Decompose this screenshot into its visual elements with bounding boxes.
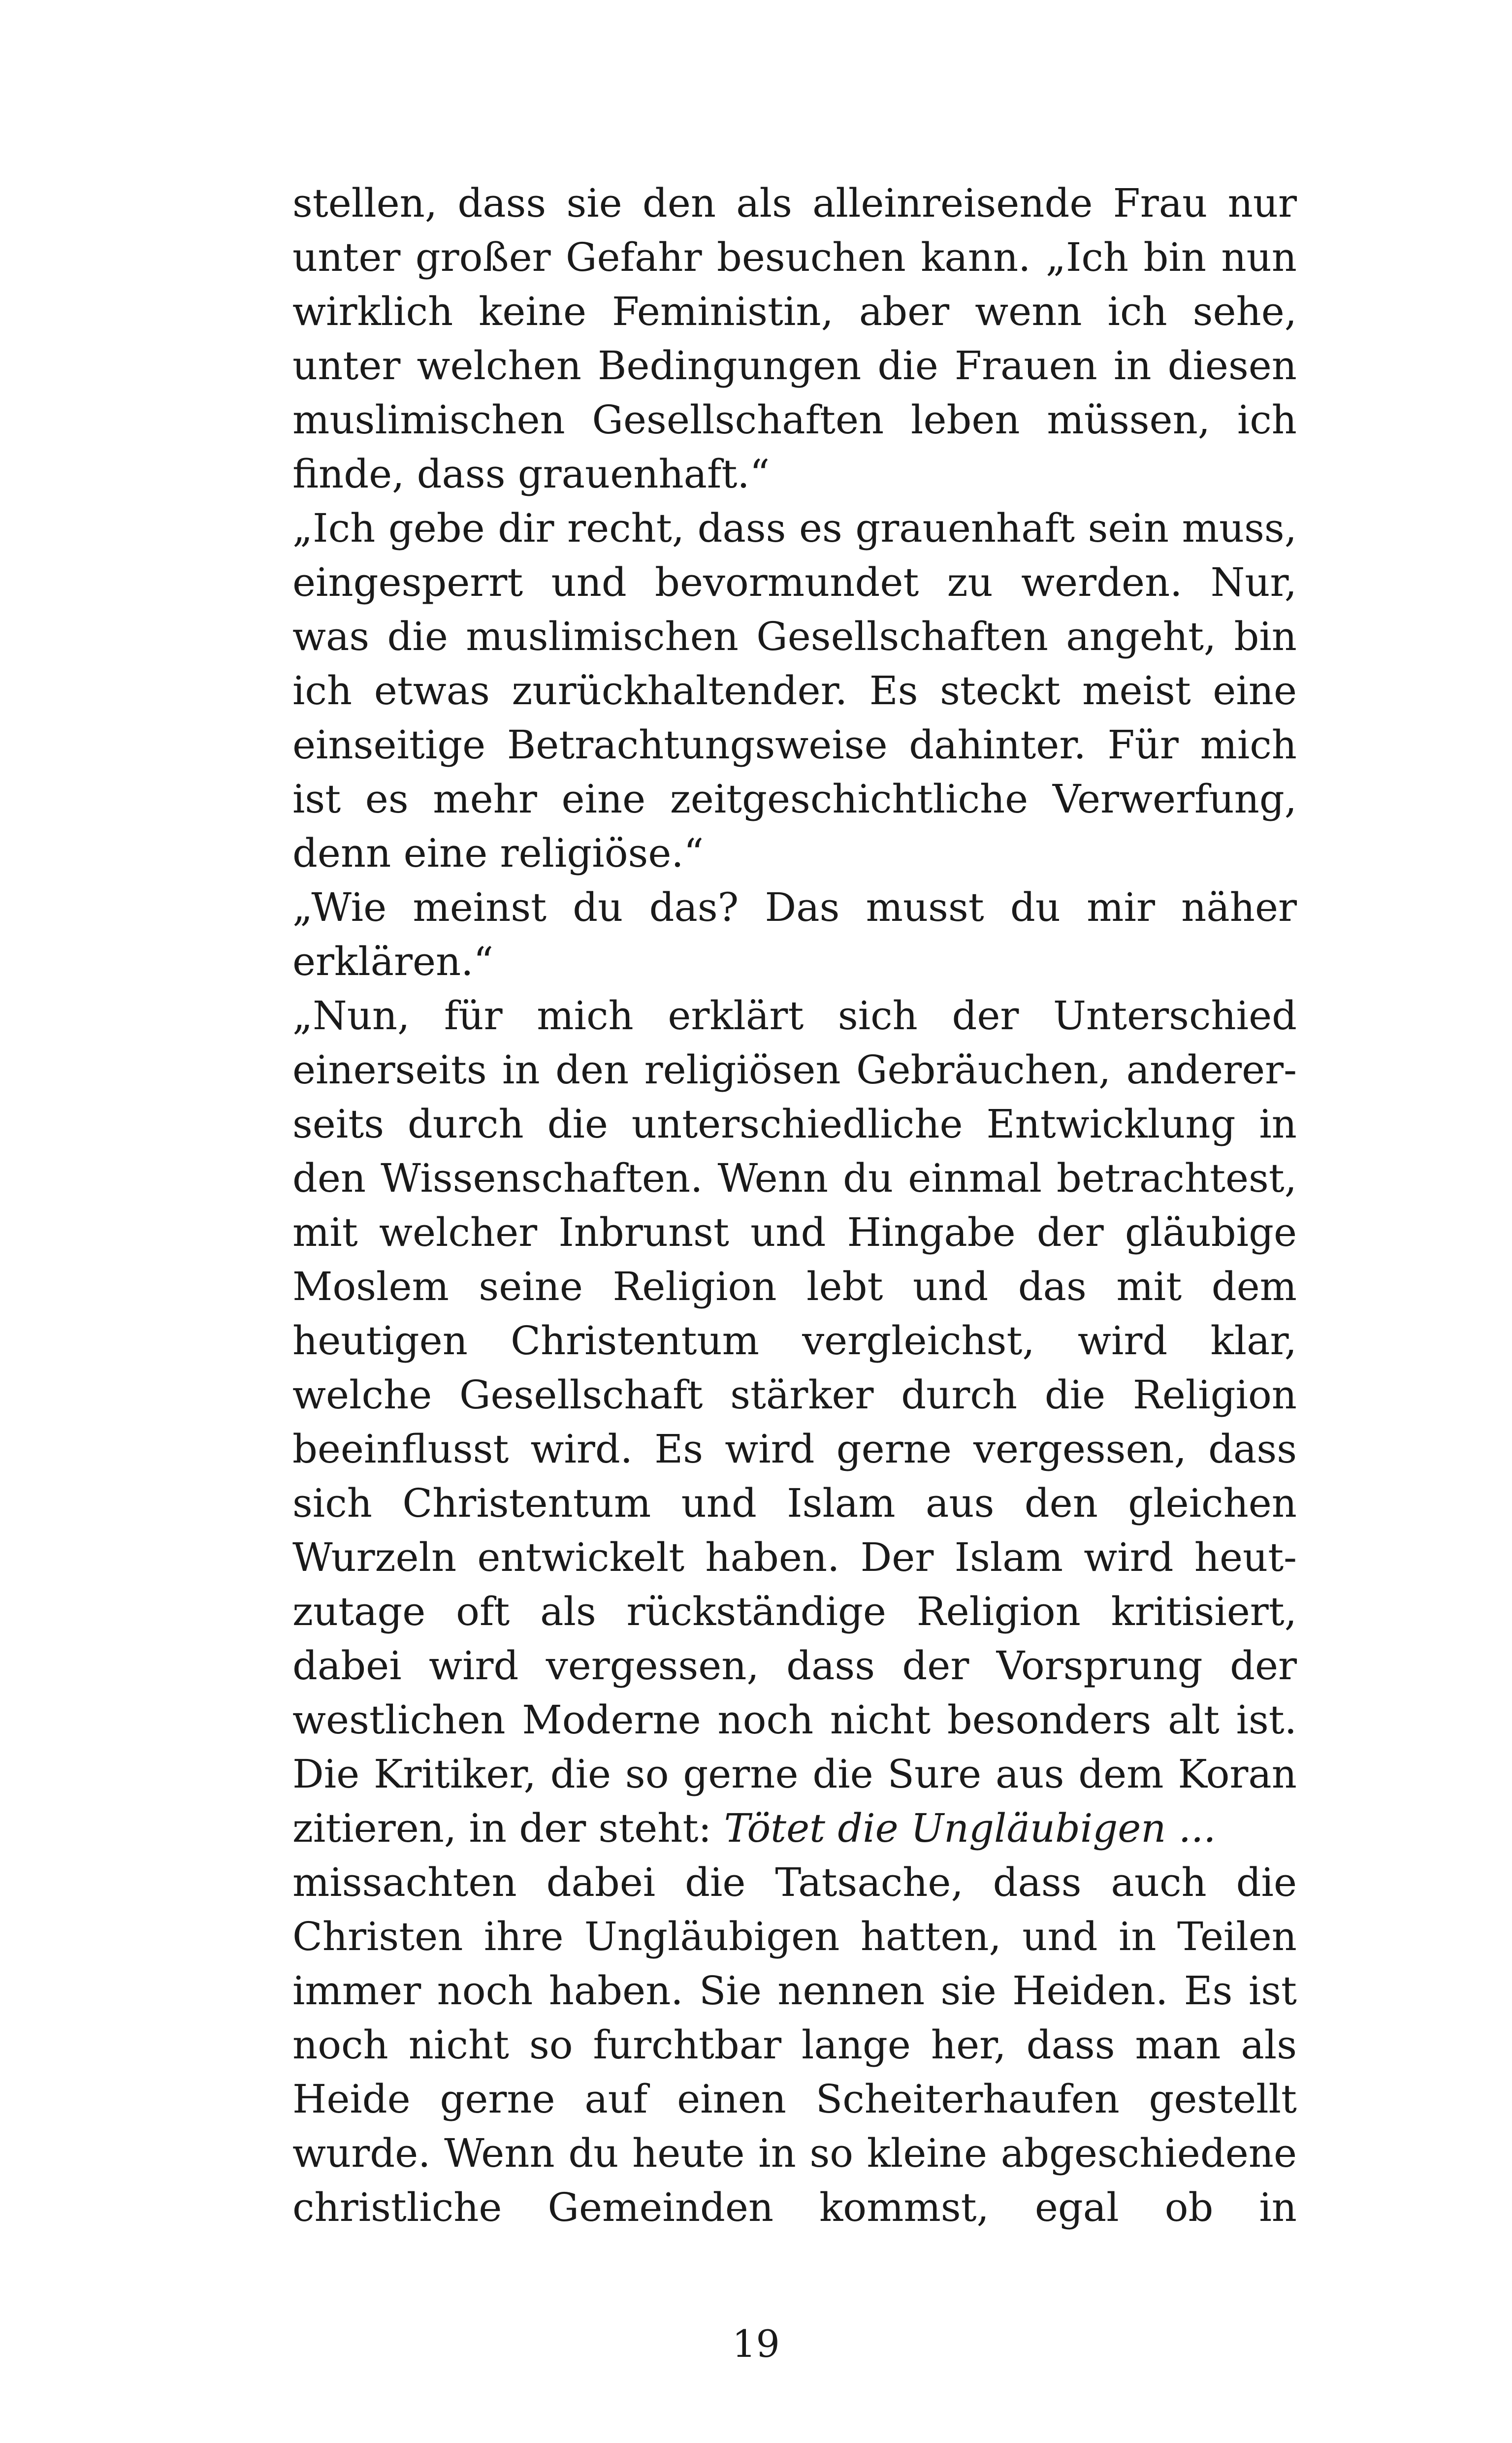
- text-line: [292, 1314, 1297, 1368]
- text-line-content: dabei wird vergessen, dass der Vorsprung der: [292, 1643, 1297, 1689]
- text-line: [292, 826, 1297, 880]
- text-line-content: westlichen Moderne noch nicht besonders alt ist.: [292, 1697, 1297, 1743]
- text-line-content: zitieren, in der steht:: [292, 1805, 724, 1851]
- text-line-content: sich Christentum und Islam aus den gleichen: [292, 1480, 1297, 1526]
- text-line: [292, 339, 1297, 393]
- text-line: [292, 989, 1297, 1043]
- italic-quote: Tötet die Ungläubigen ...: [724, 1805, 1216, 1851]
- text-line: [292, 664, 1297, 718]
- text-line-content: noch nicht so furchtbar lange her, dass man als: [292, 2022, 1297, 2068]
- text-line-content: Moslem seine Religion lebt und das mit dem: [292, 1264, 1297, 1309]
- text-line-content: „Nun, für mich erklärt sich der Unterschied: [292, 993, 1297, 1039]
- text-line: [292, 230, 1297, 285]
- text-line-content: einseitige Betrachtungsweise dahinter. Für mich: [292, 722, 1297, 768]
- text-line: [292, 2072, 1297, 2126]
- text-line-content: wurde. Wenn du heute in so kleine abgeschiedene: [292, 2130, 1297, 2176]
- text-line-content: „Ich gebe dir recht, dass es grauenhaft sein muss,: [292, 505, 1297, 551]
- text-line: [292, 555, 1297, 610]
- text-line: [292, 880, 1297, 935]
- text-line-content: welche Gesellschaft stärker durch die Religion: [292, 1372, 1297, 1418]
- body-text: [292, 176, 1297, 2235]
- text-line: [292, 1693, 1297, 1747]
- text-line-content: ist es mehr eine zeitgeschichtliche Verwerfung,: [292, 776, 1297, 822]
- text-line: [292, 1801, 1297, 1856]
- text-line: [292, 2181, 1297, 2235]
- text-line-content: stellen, dass sie den als alleinreisende Frau nur: [292, 180, 1297, 226]
- text-line-content: christliche Gemeinden kommst, egal ob in: [292, 2184, 1297, 2230]
- text-line-content: zutage oft als rückständige Religion kritisiert,: [292, 1589, 1297, 1634]
- text-line-content: erklären.“: [292, 939, 494, 984]
- text-line-content: Die Kritiker, die so gerne die Sure aus dem Koran: [292, 1751, 1297, 1797]
- text-line-content: einerseits in den religiösen Gebräuchen, anderer-: [292, 1047, 1297, 1093]
- text-line-content: heutigen Christentum vergleichst, wird klar,: [292, 1318, 1297, 1364]
- text-line: [292, 1476, 1297, 1531]
- text-line: [292, 935, 1297, 989]
- text-line-content: unter welchen Bedingungen die Frauen in diesen: [292, 343, 1297, 389]
- text-line: [292, 1585, 1297, 1639]
- text-line: [292, 1531, 1297, 1585]
- text-line: [292, 1097, 1297, 1151]
- text-line: [292, 610, 1297, 664]
- text-line: [292, 393, 1297, 447]
- text-line: [292, 2126, 1297, 2181]
- text-line-content: Wurzeln entwickelt haben. Der Islam wird heut-: [292, 1534, 1297, 1580]
- text-line-content: beeinflusst wird. Es wird gerne vergessen, dass: [292, 1426, 1297, 1472]
- page-number: 19: [732, 2322, 780, 2366]
- text-line-content: ich etwas zurückhaltender. Es steckt meist eine: [292, 668, 1297, 714]
- text-line: [292, 1910, 1297, 1964]
- text-line: [292, 1151, 1297, 1205]
- text-line: [292, 718, 1297, 772]
- text-line: [292, 1964, 1297, 2018]
- text-line-content: seits durch die unterschiedliche Entwicklung in: [292, 1101, 1297, 1147]
- text-line-content: denn eine religiöse.“: [292, 830, 704, 876]
- text-line: [292, 772, 1297, 826]
- text-line-content: immer noch haben. Sie nennen sie Heiden. Es ist: [292, 1968, 1297, 2014]
- text-line-content: missachten dabei die Tatsache, dass auch die: [292, 1859, 1297, 1905]
- text-line-content: unter großer Gefahr besuchen kann. „Ich bin nun: [292, 234, 1297, 280]
- text-line: [292, 447, 1297, 501]
- text-line: [292, 176, 1297, 230]
- text-line-content: Heide gerne auf einen Scheiterhaufen gestellt: [292, 2076, 1297, 2122]
- text-line: [292, 285, 1297, 339]
- text-line-content: eingesperrt und bevormundet zu werden. Nur,: [292, 559, 1297, 605]
- text-line: [292, 1639, 1297, 1693]
- text-line-content: wirklich keine Feministin, aber wenn ich sehe,: [292, 289, 1297, 334]
- text-line: [292, 1422, 1297, 1476]
- text-line: [292, 1205, 1297, 1260]
- text-line-content: finde, dass grauenhaft.“: [292, 451, 770, 497]
- text-line: [292, 1856, 1297, 1910]
- text-line-content: muslimischen Gesellschaften leben müssen, ich: [292, 397, 1297, 443]
- text-line-content: den Wissenschaften. Wenn du einmal betrachtest,: [292, 1155, 1297, 1201]
- text-line-content: was die muslimischen Gesellschaften angeht, bin: [292, 614, 1297, 659]
- text-line: [292, 1368, 1297, 1422]
- text-line-content: mit welcher Inbrunst und Hingabe der gläubige: [292, 1209, 1297, 1255]
- text-line: [292, 1043, 1297, 1097]
- text-line-content: Christen ihre Ungläubigen hatten, und in Teilen: [292, 1914, 1297, 1959]
- text-line: [292, 1747, 1297, 1801]
- text-line: [292, 1260, 1297, 1314]
- text-line: [292, 501, 1297, 555]
- text-line: [292, 2018, 1297, 2072]
- text-line-content: „Wie meinst du das? Das musst du mir näher: [292, 884, 1297, 930]
